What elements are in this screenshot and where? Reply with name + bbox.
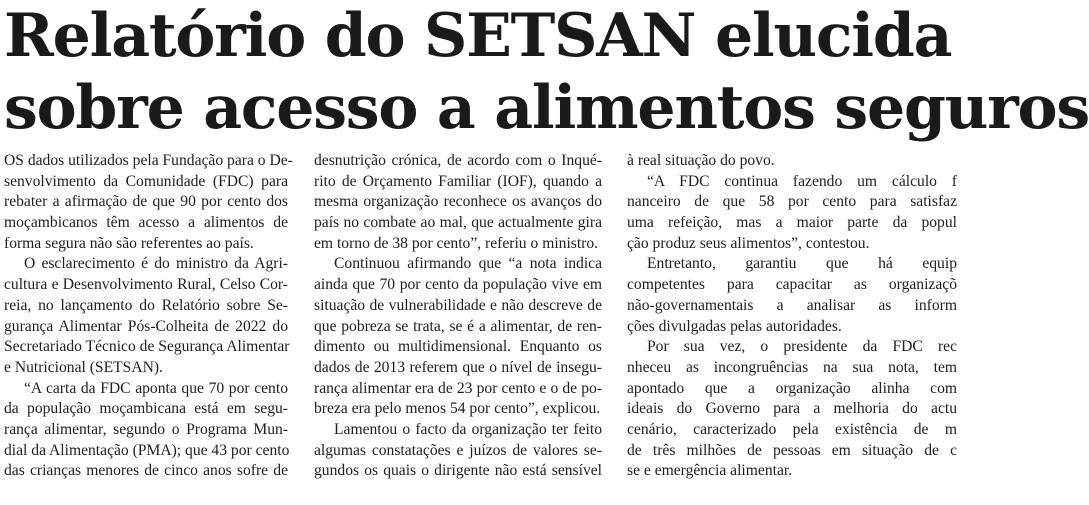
article-text-line: cultura e Desenvolvimento Rural, Celso Cor- — [4, 276, 288, 294]
article-text-line: apontado que a organização alinha com — [627, 379, 957, 397]
article-text-line: e Nutricional (SETSAN). — [4, 358, 163, 376]
article-text-line: rito de Orçamento Familiar (IOF), quando a — [314, 172, 602, 190]
article-column-2 — [314, 151, 602, 482]
article-text-line: ideais do Governo para a melhoria do actu — [627, 400, 957, 418]
article-text-line: ções divulgadas pelas autoridades. — [627, 317, 842, 335]
article-text-line: dial da Alimentação (PMA); que 43 por cento — [4, 441, 290, 459]
article-text-line: nheceu as incongruências na sua nota, tem — [627, 358, 957, 376]
article-text-line: Por sua vez, o presidente da FDC rec — [647, 338, 957, 356]
article-text-line: rança alimentar, segundo o Programa Mun- — [4, 420, 288, 438]
article-text-line: desnutrição crónica, de acordo com o Inqué- — [314, 152, 602, 169]
article-text-line: senvolvimento da Comunidade (FDC) para — [4, 172, 288, 190]
article-text-line: país no combate ao mal, que actualmente gira — [314, 214, 602, 232]
article-text-line: rebater a afirmação de que 90 por cento dos — [4, 193, 288, 211]
article-column-1 — [4, 151, 293, 482]
article-text-line: Continuou afirmando que “a nota indica — [334, 255, 602, 273]
article-text-line: cenário, caracterizado pela existência de m — [627, 420, 957, 438]
article-text-line: reia, no lançamento do Relatório sobre Se- — [4, 296, 288, 314]
article-text-line: algumas constatações e juízos de valores se- — [314, 441, 602, 459]
article-text-line: nanceiro de que 58 por cento para satisfaz — [627, 193, 957, 211]
article-text-line: mesma organização reconhece os avanços do — [314, 193, 602, 211]
article-text-line: moçambicanos têm acesso a alimentos de — [4, 214, 288, 232]
article-text-line: não-governamentais a analisar as inform — [627, 296, 957, 314]
article-text-line: à real situação do povo. — [627, 152, 775, 169]
article-text-line: Lamentou o facto da organização ter feito — [334, 420, 602, 438]
article-text-line: Secretariado Técnico de Segurança Alimentar — [4, 338, 290, 356]
article-text-line: rança alimentar era de 23 por cento e o de po- — [314, 379, 602, 397]
article-text-line: “A FDC continua fazendo um cálculo f — [647, 172, 957, 190]
article-text-line: Entretanto, garantiu que há equip — [647, 255, 957, 273]
article-text-line: se e emergência alimentar. — [627, 462, 793, 480]
article-column-3 — [627, 151, 957, 482]
article-text-line: situação de vulnerabilidade e não descreve de — [314, 296, 602, 314]
article-text-line: que pobreza se trata, se é a alimentar, de ren- — [314, 317, 602, 335]
article-text-line: da população moçambicana está em segu- — [4, 400, 288, 418]
article-text-line: ainda que 70 por cento da população vive em — [314, 276, 602, 294]
article-text-line: OS dados utilizados pela Fundação para o De- — [4, 152, 293, 169]
article-text-line: competentes para capacitar as organizaçõ — [627, 276, 957, 294]
article-text-line: gurança Alimentar Pós-Colheita de 2022 do — [4, 317, 288, 335]
article-text-line: dimento ou multidimensional. Enquanto os — [314, 338, 602, 356]
article-text-line: das crianças menores de cinco anos sofre de — [4, 462, 288, 480]
headline-line-2: sobre acesso a alimentos seguros — [4, 73, 1089, 143]
article-text-line: de três milhões de pessoas em situação de c — [627, 441, 957, 459]
headline-line-1: Relatório do SETSAN elucida — [4, 1, 952, 71]
article-text-line: “A carta da FDC aponta que 70 por cento — [24, 379, 288, 397]
article-text-line: O esclarecimento é do ministro da Agri- — [24, 255, 288, 273]
article-text-line: breza era pelo menos 54 por cento”, explicou. — [314, 400, 601, 418]
article-text-line: uma refeição, mas a maior parte da popul — [627, 214, 957, 232]
headline — [4, 0, 1089, 144]
article-text-line: ção produz seus alimentos”, contestou. — [627, 234, 870, 252]
article-text-line: dados de 2013 referem que o nível de insegu- — [314, 358, 602, 376]
article-text-line: forma segura não são referentes ao país. — [4, 234, 254, 252]
article-text-line: em torno de 38 por cento”, referiu o ministro. — [314, 234, 599, 252]
article-text-line: gundos os quais o dirigente não está sensível — [314, 462, 602, 480]
